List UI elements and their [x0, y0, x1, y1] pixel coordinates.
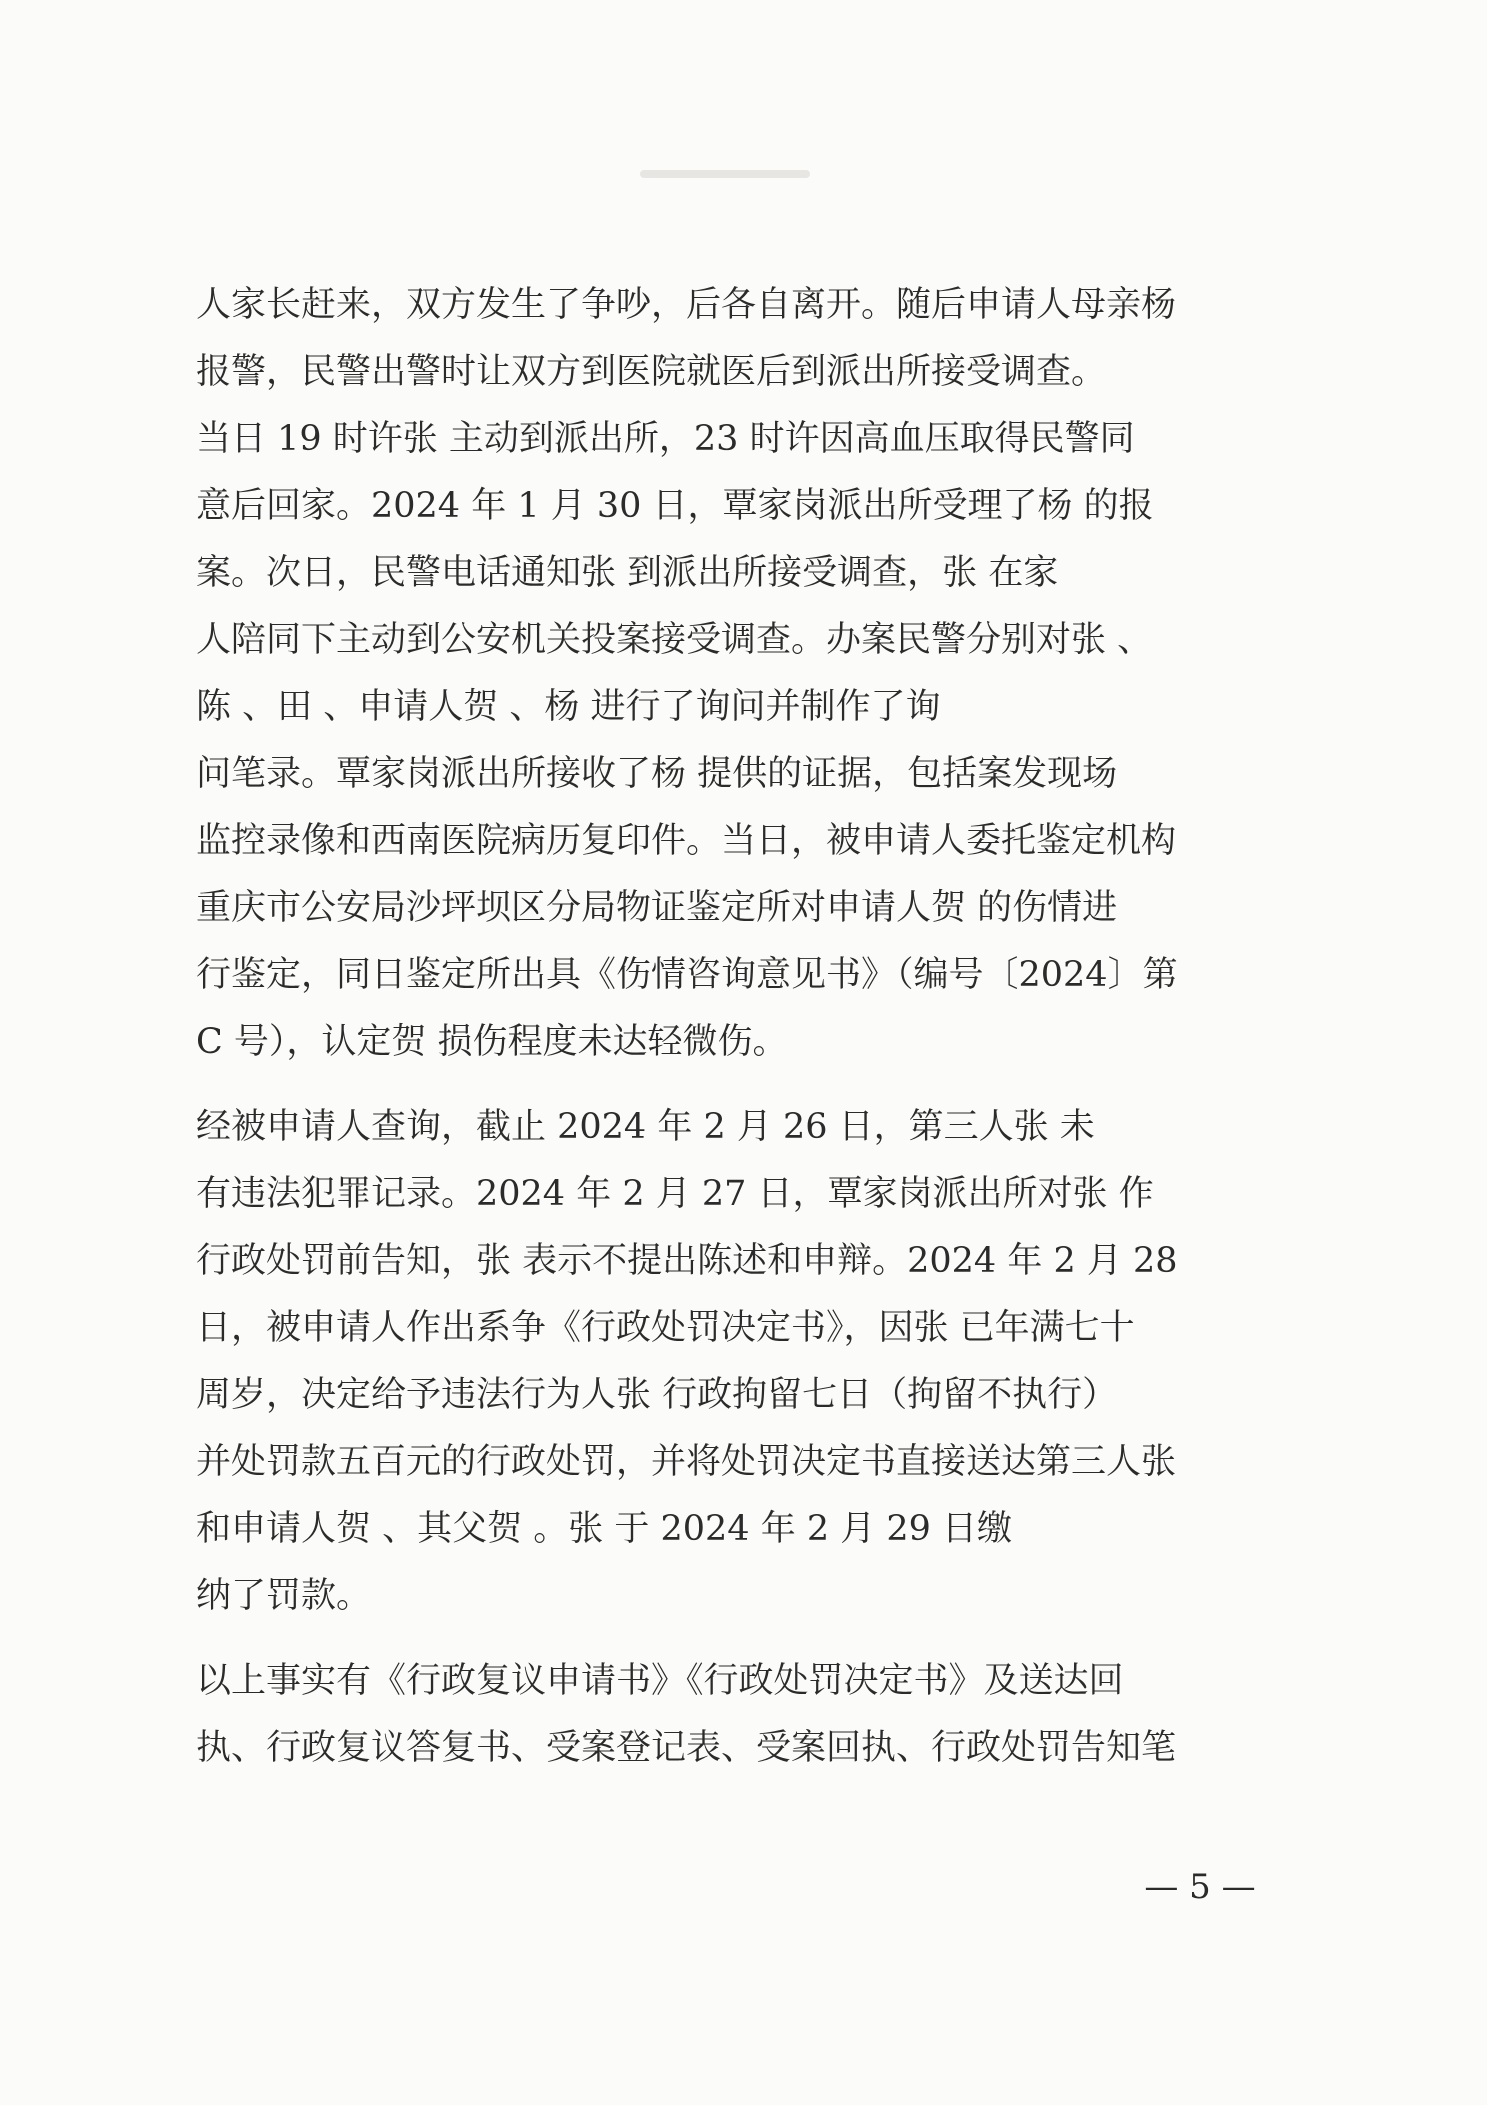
text-line: 周岁，决定给予违法行为人张 行政拘留七日（拘留不执行）	[196, 1375, 1118, 1415]
text-line: 有违法犯罪记录。2024 年 2 月 27 日，覃家岗派出所对张 作	[196, 1174, 1154, 1214]
text-line: 问笔录。覃家岗派出所接收了杨 提供的证据，包括案发现场	[196, 754, 1118, 794]
text-line: 人家长赶来，双方发生了争吵，后各自离开。随后申请人母亲杨	[196, 285, 1177, 325]
text-line: 报警，民警出警时让双方到医院就医后到派出所接受调查。	[196, 352, 1107, 392]
text-line: 纳了罚款。	[196, 1576, 372, 1616]
text-line: 当日 19 时许张 主动到派出所，23 时许因高血压取得民警同	[196, 419, 1135, 459]
text-line: 案。次日，民警电话通知张 到派出所接受调查，张 在家	[196, 553, 1059, 593]
text-line: 重庆市公安局沙坪坝区分局物证鉴定所对申请人贺 的伤情进	[196, 888, 1118, 928]
text-line: 人陪同下主动到公安机关投案接受调查。办案民警分别对张 、	[196, 620, 1153, 660]
text-line: 执、行政复议答复书、受案登记表、受案回执、行政处罚告知笔	[196, 1728, 1177, 1768]
text-line: 监控录像和西南医院病历复印件。当日，被申请人委托鉴定机构	[196, 821, 1177, 861]
text-line: 意后回家。2024 年 1 月 30 日，覃家岗派出所受理了杨 的报	[196, 486, 1154, 526]
text-line: 和申请人贺 、其父贺 。张 于 2024 年 2 月 29 日缴	[196, 1509, 1013, 1549]
text-line: C 号），认定贺 损伤程度未达轻微伤。	[196, 1022, 788, 1062]
text-line: 以上事实有《行政复议申请书》《行政处罚决定书》及送达回	[196, 1661, 1124, 1701]
text-line: 行鉴定，同日鉴定所出具《伤情咨询意见书》（编号〔2024〕第	[196, 955, 1178, 995]
scan-artifact	[640, 170, 810, 178]
page-number: — 5 —	[1144, 1867, 1256, 1907]
text-line: 经被申请人查询，截止 2024 年 2 月 26 日，第三人张 未	[196, 1107, 1095, 1147]
text-line: 行政处罚前告知，张 表示不提出陈述和申辩。2024 年 2 月 28	[196, 1241, 1178, 1281]
text-line: 日，被申请人作出系争《行政处罚决定书》，因张 已年满七十	[196, 1308, 1135, 1348]
text-line: 并处罚款五百元的行政处罚，并将处罚决定书直接送达第三人张	[196, 1442, 1177, 1482]
text-line: 陈 、田 、申请人贺 、杨 进行了询问并制作了询	[196, 687, 941, 727]
